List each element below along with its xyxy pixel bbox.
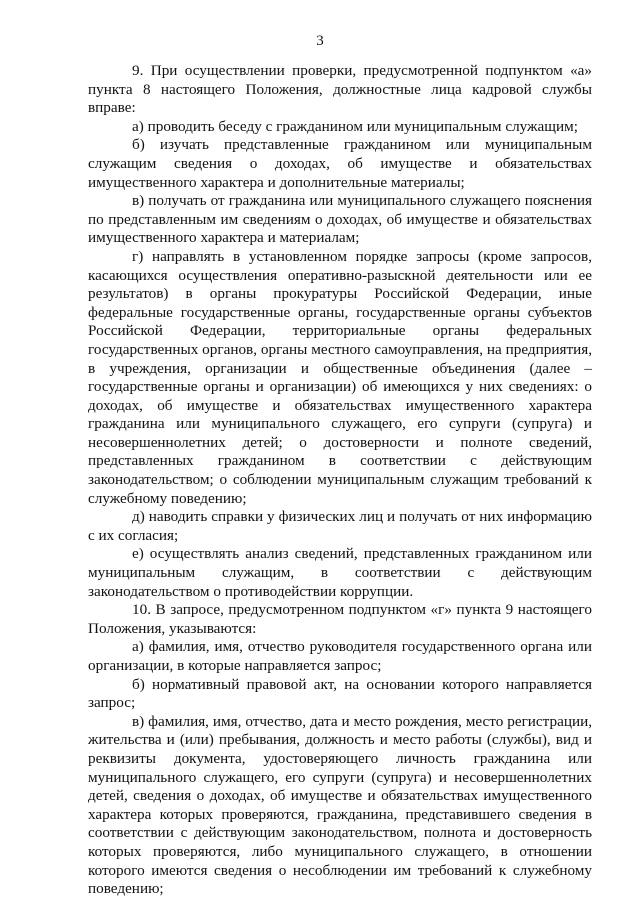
paragraph-10b: б) нормативный правовой акт, на основании которого направляется запрос; (88, 675, 592, 712)
paragraph-9v: в) получать от гражданина или муниципального служащего пояснения по представленным им сведениям о доходах, об имуществе и обязательствах имущественного характера и материалам; (88, 192, 592, 247)
paragraph-9b: б) изучать представленные гражданином или муниципальным служащим сведения о доходах, об имуществе и обязательствах имущественного характера и дополнительные материалы; (88, 136, 592, 191)
document-body (88, 62, 592, 899)
paragraph-10: 10. В запросе, предусмотренном подпунктом «г» пункта 9 настоящего Положения, указываются: (88, 601, 592, 637)
paragraph-9d: д) наводить справки у физических лиц и получать от них информацию с их согласия; (88, 508, 592, 544)
page-number: 3 (316, 33, 324, 49)
paragraph-10a: а) фамилия, имя, отчество руководителя государственного органа или организации, в которые направляется запрос; (88, 638, 592, 674)
paragraph-9a: а) проводить беседу с гражданином или муниципальным служащим; (132, 117, 578, 135)
paragraph-10v: в) фамилия, имя, отчество, дата и место рождения, место регистрации, жительства и (или) пребывания, должность и место работы (службы), вид и реквизиты документа, удостоверяющего личность гражданина или муниципального служащего, его супруги (супруга) и несовершеннолетних детей, сведения о доходах, об имуществе и обязательствах имущественного характера которых проверяются, гражданина, представившего сведения в соответствии с действующим законодательством, полнота и достоверность которых проверяются, либо муниципального служащего, в отношении которого имеются сведения о несоблюдении им требований к служебному поведению; (88, 712, 592, 898)
paragraph-9: 9. При осуществлении проверки, предусмотренной подпунктом «а» пункта 8 настоящего Положения, должностные лица кадровой службы вправе: (88, 62, 592, 117)
paragraph-9g: г) направлять в установленном порядке запросы (кроме запросов, касающихся осуществления оперативно-разыскной деятельности или ее результатов) в органы прокуратуры Российской Федерации, иные федеральные государственные органы, государственные органы субъектов Российской Федерации, территориальные органы федеральных государственных органов, органы местного самоуправления, на предприятия, в учреждения, организации и общественные объединения (далее – государственные органы и организации) об имеющихся у них сведениях: о доходах, об имуществе и обязательствах имущественного характера гражданина или муниципального служащего, его супруги (супруга) и несовершеннолетних детей; о достоверности и полноте сведений, представленных гражданином в соответствии с действующим законодательством; о соблюдении муниципальным служащим требований к служебному поведению; (88, 247, 592, 507)
paragraph-9e: е) осуществлять анализ сведений, представленных гражданином или муниципальным служащим, в соответствии с действующим законодательством о противодействии коррупции. (88, 545, 592, 600)
